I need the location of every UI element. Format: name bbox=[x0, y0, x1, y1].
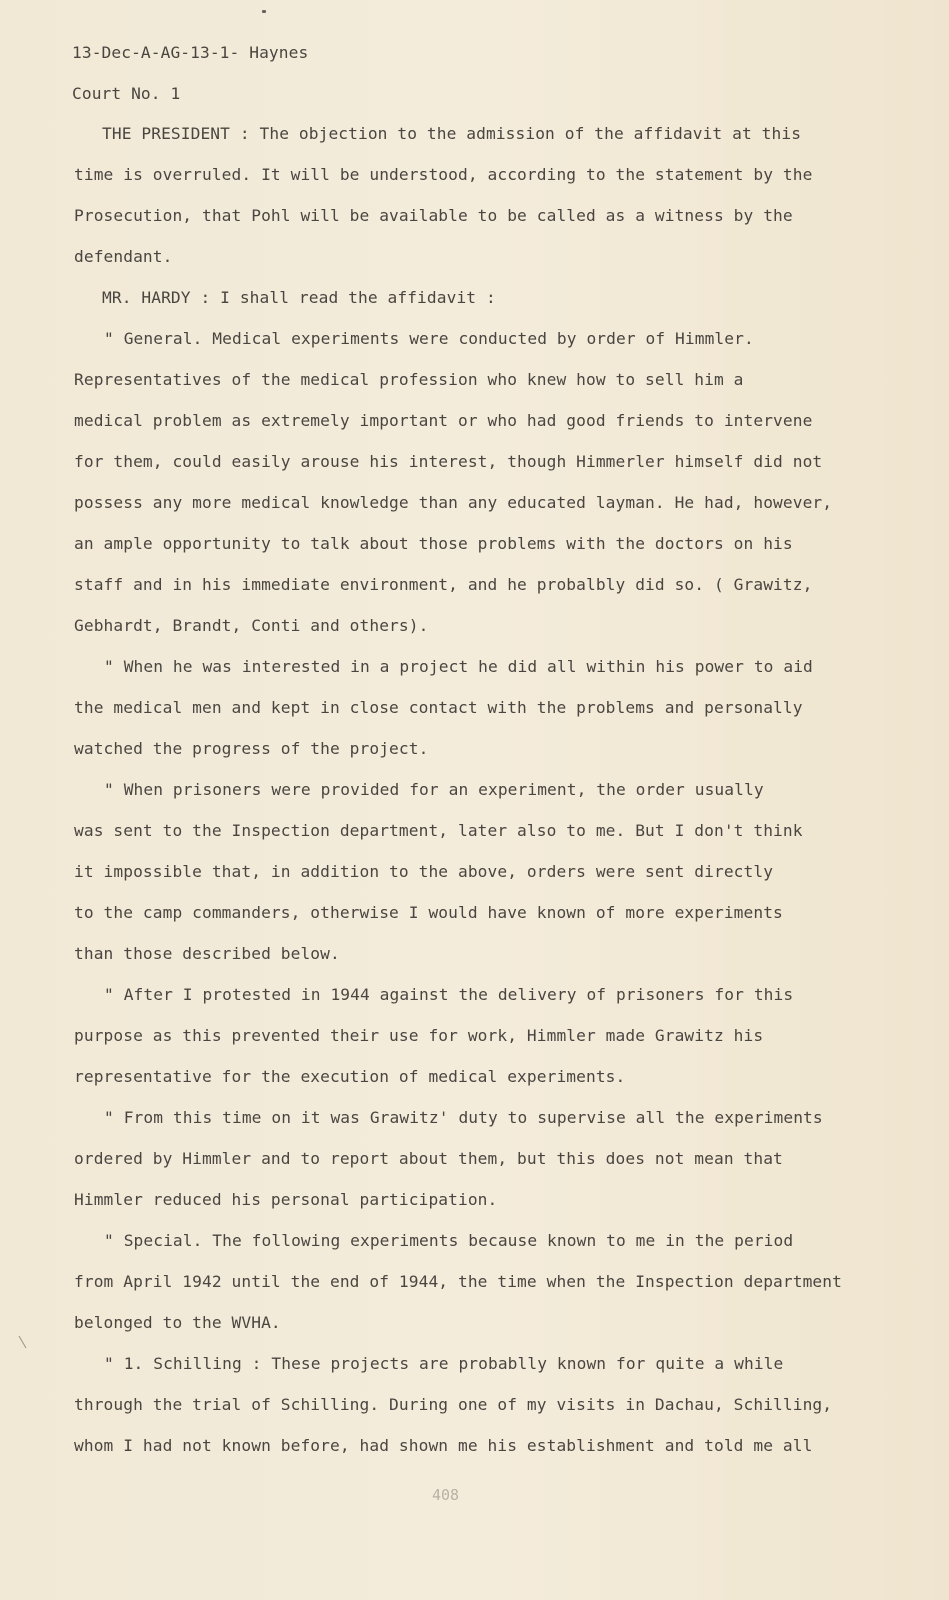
text-line: medical problem as extremely important or who had good friends to intervene bbox=[74, 411, 813, 430]
text-line: watched the progress of the project. bbox=[74, 739, 429, 758]
text-line: Representatives of the medical profession who knew how to sell him a bbox=[74, 370, 744, 389]
court-number: Court No. 1 bbox=[72, 84, 181, 103]
page-number: 408 bbox=[432, 1486, 460, 1504]
text-line: to the camp commanders, otherwise I would have known of more experiments bbox=[74, 903, 783, 922]
text-line: through the trial of Schilling. During one of my visits in Dachau, Schilling, bbox=[74, 1395, 833, 1414]
text-line: for them, could easily arouse his interest, though Himmerler himself did not bbox=[74, 452, 823, 471]
text-line: staff and in his immediate environment, and he probalbly did so. ( Grawitz, bbox=[74, 575, 813, 594]
text-line: belonged to the WVHA. bbox=[74, 1313, 281, 1332]
text-line: " 1. Schilling : These projects are probablly known for quite a while bbox=[104, 1354, 784, 1373]
text-line: possess any more medical knowledge than any educated layman. He had, however, bbox=[74, 493, 833, 512]
text-line: was sent to the Inspection department, later also to me. But I don't think bbox=[74, 821, 803, 840]
text-line: defendant. bbox=[74, 247, 173, 266]
text-line: time is overruled. It will be understood, according to the statement by the bbox=[74, 165, 813, 184]
text-line: ordered by Himmler and to report about them, but this does not mean that bbox=[74, 1149, 783, 1168]
text-line: representative for the execution of medical experiments. bbox=[74, 1067, 626, 1086]
pencil-mark bbox=[19, 1336, 27, 1349]
text-line: " From this time on it was Grawitz' duty to supervise all the experiments bbox=[104, 1108, 823, 1127]
text-line: " When he was interested in a project he did all within his power to aid bbox=[104, 657, 813, 676]
text-line: an ample opportunity to talk about those problems with the doctors on his bbox=[74, 534, 793, 553]
text-line: THE PRESIDENT : The objection to the admission of the affidavit at this bbox=[102, 124, 802, 143]
text-line: purpose as this prevented their use for work, Himmler made Grawitz his bbox=[74, 1026, 764, 1045]
text-line: it impossible that, in addition to the above, orders were sent directly bbox=[74, 862, 774, 881]
text-line: the medical men and kept in close contact with the problems and personally bbox=[74, 698, 803, 717]
text-line: from April 1942 until the end of 1944, the time when the Inspection department bbox=[74, 1272, 842, 1291]
text-line: than those described below. bbox=[74, 944, 340, 963]
text-line: " When prisoners were provided for an experiment, the order usually bbox=[104, 780, 764, 799]
text-line: Gebhardt, Brandt, Conti and others). bbox=[74, 616, 429, 635]
ink-speck bbox=[262, 10, 266, 13]
text-line: Himmler reduced his personal participation. bbox=[74, 1190, 498, 1209]
text-line: " Special. The following experiments because known to me in the period bbox=[104, 1231, 794, 1250]
text-line: Prosecution, that Pohl will be available to be called as a witness by the bbox=[74, 206, 793, 225]
header-reference: 13-Dec-A-AG-13-1- Haynes bbox=[72, 43, 309, 62]
text-line: " After I protested in 1944 against the delivery of prisoners for this bbox=[104, 985, 794, 1004]
text-line: whom I had not known before, had shown me his establishment and told me all bbox=[74, 1436, 813, 1455]
text-line: " General. Medical experiments were conducted by order of Himmler. bbox=[104, 329, 754, 348]
text-line: MR. HARDY : I shall read the affidavit : bbox=[102, 288, 496, 307]
